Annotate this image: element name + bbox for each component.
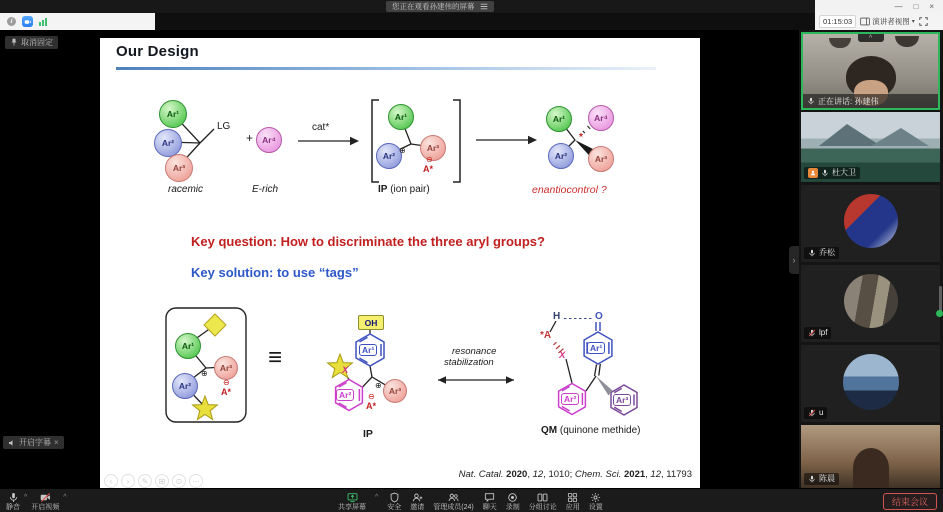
- fullscreen-icon[interactable]: [919, 17, 928, 26]
- chat-icon: [484, 492, 495, 503]
- end-meeting-button[interactable]: 结束会议: [883, 493, 937, 510]
- apps-label: 应用: [565, 504, 580, 511]
- participant-name: u: [819, 408, 824, 418]
- ar1-ball: Ar¹: [159, 100, 187, 128]
- ar1-ring-label-ip: Ar¹: [359, 344, 377, 356]
- ar3-ball-ip: Ar³: [420, 135, 446, 161]
- participant-label: [804, 327, 831, 339]
- ar2-ball-product: Ar²: [548, 143, 574, 169]
- anion-label-ip2: A*: [366, 401, 377, 411]
- key-question-text: Key question: How to discriminate the three aryl groups?: [191, 234, 545, 249]
- share-label: 共享屏幕: [338, 504, 366, 511]
- ominus-symbol-ip2: ⊖: [368, 392, 375, 401]
- video-tile[interactable]: [801, 265, 940, 342]
- status-strip-left: [0, 13, 155, 30]
- meeting-info-icon[interactable]: i: [7, 17, 16, 26]
- mic-icon: [821, 169, 829, 177]
- mute-button[interactable]: [6, 492, 20, 511]
- ar1-ring-label-qm: Ar¹: [587, 342, 605, 354]
- view-mode-button[interactable]: [860, 16, 915, 27]
- sidebar-collapse-handle[interactable]: ›: [789, 246, 799, 274]
- gear-icon: [590, 492, 601, 503]
- camera-off-icon: [40, 492, 51, 503]
- mic-icon: [807, 97, 815, 105]
- pin-icon: [10, 38, 18, 47]
- mic-muted-icon: [808, 329, 816, 337]
- ar3-ball: Ar³: [165, 154, 193, 182]
- ar2-ball-ip: Ar²: [376, 143, 402, 169]
- video-tile-active-speaker[interactable]: [801, 32, 940, 110]
- video-options-chevron[interactable]: ^: [63, 494, 67, 501]
- participant-name: 杜大卫: [832, 168, 856, 178]
- participant-label: [804, 247, 839, 259]
- view-mode-caret: ▾: [911, 19, 915, 25]
- show-all-slides-button[interactable]: ⊞: [155, 474, 169, 488]
- equivalence-symbol: ≡: [268, 344, 283, 371]
- apps-button[interactable]: [566, 492, 580, 511]
- speaker-icon: [8, 439, 16, 447]
- chat-label: 聊天: [482, 504, 497, 511]
- video-tile[interactable]: [801, 425, 940, 488]
- mountain-shape: [871, 128, 929, 146]
- anion-label-ip: A*: [423, 164, 434, 174]
- catalyst-label: cat*: [312, 122, 330, 133]
- participant-name: 陈晨: [819, 474, 835, 484]
- close-button[interactable]: ×: [929, 1, 934, 11]
- resonance-label-2: stabilization: [444, 357, 494, 368]
- ar3-ball-ip2: Ar³: [383, 379, 407, 403]
- view-mode-label: 演讲者视图: [872, 17, 910, 26]
- ip-label: IP (ion pair): [378, 184, 430, 195]
- mic-icon: [808, 475, 816, 483]
- breakout-rooms-button[interactable]: [529, 492, 557, 511]
- minimize-button[interactable]: —: [894, 1, 903, 11]
- video-tile[interactable]: [801, 185, 940, 262]
- watching-banner[interactable]: [386, 1, 494, 12]
- record-icon: [507, 492, 518, 503]
- participant-label: [804, 167, 860, 179]
- oplus-symbol-box: ⊕: [201, 369, 208, 378]
- ip-structure-label: IP: [363, 428, 373, 440]
- invite-label: 邀请: [410, 504, 425, 511]
- settings-button[interactable]: [589, 492, 603, 511]
- pin-pill-label: 取消固定: [21, 38, 53, 47]
- ar2-ring-label-qm: Ar²: [561, 393, 579, 405]
- slideshow-controls: [104, 474, 203, 488]
- scroll-position-dot: [936, 310, 943, 317]
- chiral-star: *: [579, 132, 583, 143]
- mute-label: 静音: [6, 504, 20, 511]
- invite-button[interactable]: [410, 492, 424, 511]
- erich-label: E-rich: [252, 184, 279, 195]
- share-screen-button[interactable]: [338, 492, 366, 511]
- racemic-label: racemic: [168, 184, 204, 195]
- participant-label: [804, 407, 827, 419]
- ar1-ball-ip: Ar¹: [388, 104, 414, 130]
- shield-icon: [389, 492, 400, 503]
- ar2-ring-label-ip: Ar²: [336, 389, 354, 401]
- sidebar-scrollbar[interactable]: [939, 286, 942, 312]
- mic-options-chevron[interactable]: ^: [24, 494, 28, 501]
- ar1-ball-box: Ar¹: [175, 333, 201, 359]
- camera-logo-icon: [24, 18, 32, 26]
- qm-caption: QM (quinone methide): [541, 425, 641, 436]
- leaving-group-label: LG: [217, 121, 231, 132]
- maximize-button[interactable]: □: [913, 1, 919, 11]
- avatar: [844, 194, 898, 248]
- resonance-label-1: resonance: [452, 346, 497, 357]
- mic-muted-icon: [808, 409, 816, 417]
- network-signal-icon: [39, 18, 47, 26]
- slide-title: Our Design: [116, 43, 199, 60]
- meeting-toolbar: [0, 488, 943, 512]
- pen-tool-button[interactable]: ✎: [138, 474, 152, 488]
- shared-slide: [100, 38, 700, 488]
- o-atom-label: O: [595, 311, 603, 322]
- ominus-symbol-ip: ⊖: [426, 155, 433, 164]
- h-atom-label: H: [553, 311, 561, 322]
- ar3-ring-label-qm: Ar³: [613, 394, 631, 406]
- record-button[interactable]: [506, 492, 520, 511]
- caption-close-icon[interactable]: ×: [54, 438, 59, 447]
- speaking-indicator-bar: [803, 94, 938, 108]
- participants-panel: [799, 30, 943, 488]
- ominus-symbol-box: ⊖: [223, 378, 230, 387]
- chat-button[interactable]: [483, 492, 497, 511]
- start-video-button[interactable]: [31, 492, 59, 511]
- oplus-symbol-ip: ⊕: [399, 146, 406, 155]
- layout-icon: [860, 17, 870, 26]
- more-options-button[interactable]: ⋯: [189, 474, 203, 488]
- video-tile[interactable]: [801, 112, 940, 182]
- breakout-icon: [537, 492, 548, 503]
- participant-name: lpf: [819, 328, 828, 338]
- prev-slide-button[interactable]: ‹: [104, 474, 118, 488]
- pin-pill[interactable]: [5, 36, 58, 49]
- ar4-ball: Ar⁴: [256, 127, 282, 153]
- avatar: [843, 354, 899, 410]
- ar3-ball-box: Ar³: [214, 356, 238, 380]
- plus-sign: +: [246, 131, 254, 145]
- manage-members-button[interactable]: [433, 492, 473, 511]
- ar2-ball-box: Ar²: [172, 373, 198, 399]
- enantiocontrol-label: enantiocontrol ?: [532, 184, 607, 196]
- video-label: 开启视频: [31, 504, 60, 511]
- record-label: 录制: [505, 504, 520, 511]
- watching-banner-text: 您正在观看孙建伟的屏幕: [392, 2, 475, 11]
- caption-pill-label: 开启字幕: [19, 438, 51, 447]
- zoom-slide-button[interactable]: ⊙: [172, 474, 186, 488]
- acid-label-qm: *A: [540, 330, 552, 341]
- collapse-tile-tab[interactable]: ^: [858, 34, 884, 42]
- voov-logo: [22, 16, 33, 27]
- members-label: 管理成员(24): [433, 504, 474, 511]
- apps-grid-icon: [567, 492, 578, 503]
- mic-icon: [8, 492, 19, 503]
- host-badge-icon: [808, 168, 818, 178]
- oplus-symbol-ip2: ⊕: [375, 381, 382, 390]
- anion-label-box: A*: [221, 387, 232, 397]
- ar3-ball-product: Ar³: [588, 146, 614, 172]
- next-slide-button[interactable]: ›: [121, 474, 135, 488]
- security-button[interactable]: [387, 492, 401, 511]
- ar4-ball-product: Ar⁴: [588, 105, 614, 131]
- meeting-timer: 01:15:03: [819, 15, 856, 28]
- security-label: 安全: [387, 504, 402, 511]
- caption-pill[interactable]: [3, 436, 64, 449]
- ar2-ball: Ar²: [154, 129, 182, 157]
- citation: Nat. Catal. 2020, 12, 1010; Chem. Sci. 2021, 12, 11793: [458, 469, 692, 480]
- status-strip-right: [815, 13, 943, 30]
- mic-icon: [808, 249, 816, 257]
- participant-label: [804, 473, 839, 485]
- share-screen-icon: [347, 492, 358, 503]
- members-icon: [448, 492, 459, 503]
- window-controls: [815, 0, 943, 13]
- speaking-label: 正在讲话: 孙建伟: [818, 96, 879, 106]
- avatar: [844, 274, 898, 328]
- oh-tag-box: OH: [358, 315, 384, 330]
- status-strip-middle: [155, 13, 815, 30]
- key-solution-text: Key solution: to use “tags”: [191, 265, 359, 280]
- participant-silhouette: [853, 448, 889, 488]
- breakout-label: 分组讨论: [528, 504, 557, 511]
- video-tile[interactable]: [801, 345, 940, 422]
- invite-icon: [412, 492, 423, 503]
- x-linker-ip: X: [342, 365, 349, 376]
- share-options-chevron[interactable]: ^: [375, 494, 379, 501]
- settings-label: 设置: [588, 504, 603, 511]
- participant-name: 乔松: [819, 248, 835, 258]
- x-linker-qm: X: [559, 350, 566, 361]
- ar1-ball-product: Ar¹: [546, 106, 572, 132]
- banner-menu-icon[interactable]: [480, 3, 488, 10]
